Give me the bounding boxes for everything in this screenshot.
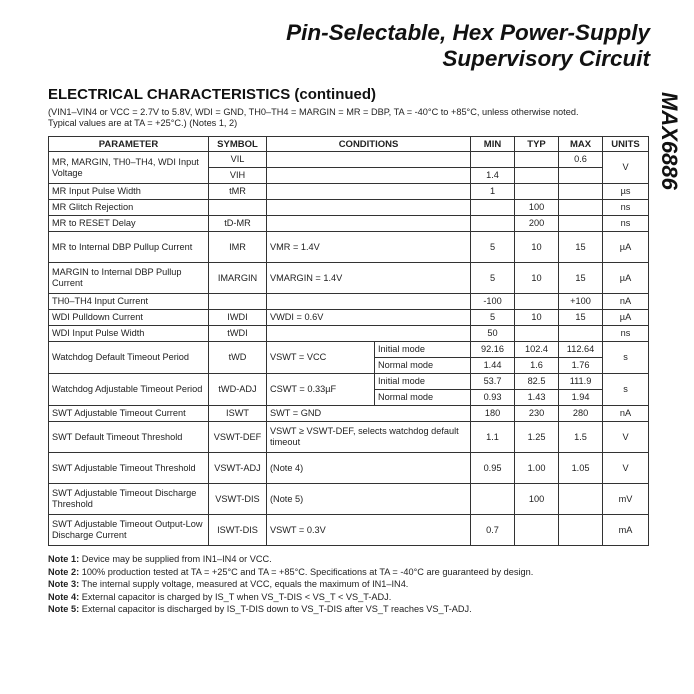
cell-conditions: VSWT ≥ VSWT-DEF, selects watchdog default timeout bbox=[267, 422, 471, 453]
cell-symbol: VIL bbox=[209, 152, 267, 168]
cell-units: µA bbox=[603, 263, 649, 294]
test-conditions-line-2: Typical values are at TA = +25°C.) (Notes 1, 2) bbox=[48, 118, 238, 128]
cell-conditions bbox=[267, 168, 471, 184]
cell-conditions bbox=[267, 152, 471, 168]
cell-typ bbox=[515, 184, 559, 200]
cell-min: 1.44 bbox=[471, 358, 515, 374]
cell-typ: 100 bbox=[515, 484, 559, 515]
cell-typ bbox=[515, 152, 559, 168]
cell-symbol: VSWT-ADJ bbox=[209, 453, 267, 484]
table-row bbox=[49, 294, 649, 310]
cell-units: µA bbox=[603, 310, 649, 326]
cell-min: 5 bbox=[471, 263, 515, 294]
cell-min bbox=[471, 200, 515, 216]
cell-typ: 1.43 bbox=[515, 390, 559, 406]
cell-conditions: VWDI = 0.6V bbox=[267, 310, 471, 326]
table-row bbox=[49, 484, 649, 515]
cell-max: 15 bbox=[559, 232, 603, 263]
cell-parameter: SWT Adjustable Timeout Discharge Threshold bbox=[49, 484, 209, 515]
cell-symbol: IMR bbox=[209, 232, 267, 263]
cell-symbol: tWD bbox=[209, 342, 267, 374]
cell-min: 5 bbox=[471, 232, 515, 263]
cell-units: s bbox=[603, 342, 649, 374]
cell-units: V bbox=[603, 422, 649, 453]
cell-typ bbox=[515, 168, 559, 184]
cell-max bbox=[559, 184, 603, 200]
cell-parameter: SWT Default Timeout Threshold bbox=[49, 422, 209, 453]
table-row bbox=[49, 152, 649, 168]
cell-conditions bbox=[267, 216, 471, 232]
cell-conditions: VMARGIN = 1.4V bbox=[267, 263, 471, 294]
col-header-parameter: PARAMETER bbox=[49, 137, 209, 152]
note-2: Note 2: 100% production tested at TA = +25°C and TA = +85°C. Specifications at TA = -40°C are guaranteed by design. bbox=[48, 566, 534, 577]
note-4: Note 4: External capacitor is charged by IS_T when VS_T-DIS < VS_T < VS_T-ADJ. bbox=[48, 591, 392, 602]
cell-max: +100 bbox=[559, 294, 603, 310]
col-header-symbol: SYMBOL bbox=[209, 137, 267, 152]
cell-min bbox=[471, 484, 515, 515]
cell-typ bbox=[515, 326, 559, 342]
cell-max bbox=[559, 200, 603, 216]
cell-symbol: tWD-ADJ bbox=[209, 374, 267, 406]
table-row bbox=[49, 326, 649, 342]
cell-conditions: VSWT = VCC bbox=[267, 342, 375, 374]
cell-typ: 230 bbox=[515, 406, 559, 422]
cell-max: 1.05 bbox=[559, 453, 603, 484]
cell-parameter: Watchdog Adjustable Timeout Period bbox=[49, 374, 209, 406]
cell-typ: 102.4 bbox=[515, 342, 559, 358]
cell-parameter: SWT Adjustable Timeout Current bbox=[49, 406, 209, 422]
cell-parameter: MARGIN to Internal DBP Pullup Current bbox=[49, 263, 209, 294]
cell-max bbox=[559, 216, 603, 232]
footnotes bbox=[48, 553, 668, 616]
document-title bbox=[286, 20, 650, 72]
cell-parameter: SWT Adjustable Timeout Output-Low Discharge Current bbox=[49, 515, 209, 546]
cell-min: 5 bbox=[471, 310, 515, 326]
cell-subcondition: Initial mode bbox=[375, 374, 471, 390]
table-row bbox=[49, 515, 649, 546]
cell-units: ns bbox=[603, 326, 649, 342]
test-conditions-line-1: (VIN1–VIN4 or VCC = 2.7V to 5.8V, WDI = GND, TH0–TH4 = MARGIN = MR = DBP, TA = -40°C to +85°C, unless otherwise noted. bbox=[48, 107, 579, 117]
title-line-2: Supervisory Circuit bbox=[442, 46, 650, 71]
part-number: MAX6886 bbox=[657, 92, 682, 190]
cell-max bbox=[559, 484, 603, 515]
cell-conditions: CSWT = 0.33µF bbox=[267, 374, 375, 406]
cell-max: 280 bbox=[559, 406, 603, 422]
col-header-typ: TYP bbox=[515, 137, 559, 152]
col-header-conditions: CONDITIONS bbox=[267, 137, 471, 152]
cell-conditions: VSWT = 0.3V bbox=[267, 515, 471, 546]
cell-units: nA bbox=[603, 294, 649, 310]
table-row bbox=[49, 232, 649, 263]
cell-max: 111.9 bbox=[559, 374, 603, 390]
cell-conditions bbox=[267, 326, 471, 342]
cell-units: ns bbox=[603, 216, 649, 232]
electrical-characteristics-table bbox=[48, 136, 649, 546]
cell-min: 180 bbox=[471, 406, 515, 422]
cell-units: ns bbox=[603, 200, 649, 216]
cell-typ: 10 bbox=[515, 310, 559, 326]
cell-units: nA bbox=[603, 406, 649, 422]
cell-symbol: ISWT-DIS bbox=[209, 515, 267, 546]
cell-parameter: MR to Internal DBP Pullup Current bbox=[49, 232, 209, 263]
section-heading: ELECTRICAL CHARACTERISTICS (continued) bbox=[48, 86, 377, 103]
cell-parameter: TH0–TH4 Input Current bbox=[49, 294, 209, 310]
note-5: Note 5: External capacitor is discharged by IS_T-DIS down to VS_T-DIS after VS_T reaches VS_T-ADJ. bbox=[48, 604, 472, 615]
table-row bbox=[49, 184, 649, 200]
cell-typ: 1.6 bbox=[515, 358, 559, 374]
cell-subcondition: Normal mode bbox=[375, 390, 471, 406]
cell-parameter: Watchdog Default Timeout Period bbox=[49, 342, 209, 374]
table-row bbox=[49, 374, 649, 390]
table-header-row bbox=[49, 137, 649, 152]
cell-parameter: MR Glitch Rejection bbox=[49, 200, 209, 216]
cell-typ: 100 bbox=[515, 200, 559, 216]
cell-units: µA bbox=[603, 232, 649, 263]
table-row bbox=[49, 406, 649, 422]
cell-parameter: MR to RESET Delay bbox=[49, 216, 209, 232]
cell-min: 1 bbox=[471, 184, 515, 200]
table-row bbox=[49, 453, 649, 484]
cell-conditions: VMR = 1.4V bbox=[267, 232, 471, 263]
cell-symbol: ISWT bbox=[209, 406, 267, 422]
cell-min: 92.16 bbox=[471, 342, 515, 358]
cell-symbol: tWDI bbox=[209, 326, 267, 342]
cell-max: 1.94 bbox=[559, 390, 603, 406]
cell-parameter: WDI Input Pulse Width bbox=[49, 326, 209, 342]
cell-symbol: VSWT-DEF bbox=[209, 422, 267, 453]
cell-min: 1.1 bbox=[471, 422, 515, 453]
table-row bbox=[49, 342, 649, 358]
cell-symbol: tMR bbox=[209, 184, 267, 200]
cell-max bbox=[559, 168, 603, 184]
table-row bbox=[49, 216, 649, 232]
table-row bbox=[49, 263, 649, 294]
cell-symbol bbox=[209, 294, 267, 310]
cell-max: 112.64 bbox=[559, 342, 603, 358]
cell-max bbox=[559, 515, 603, 546]
cell-units: V bbox=[603, 152, 649, 184]
cell-typ: 200 bbox=[515, 216, 559, 232]
cell-symbol bbox=[209, 200, 267, 216]
cell-max: 1.76 bbox=[559, 358, 603, 374]
cell-conditions: (Note 4) bbox=[267, 453, 471, 484]
table-row bbox=[49, 422, 649, 453]
cell-parameter: MR Input Pulse Width bbox=[49, 184, 209, 200]
test-conditions bbox=[48, 107, 658, 129]
cell-conditions bbox=[267, 294, 471, 310]
note-3: Note 3: The internal supply voltage, measured at VCC, equals the maximum of IN1–IN4. bbox=[48, 579, 409, 590]
cell-min: -100 bbox=[471, 294, 515, 310]
cell-typ: 1.25 bbox=[515, 422, 559, 453]
cell-symbol: tD-MR bbox=[209, 216, 267, 232]
cell-parameter: SWT Adjustable Timeout Threshold bbox=[49, 453, 209, 484]
cell-min: 53.7 bbox=[471, 374, 515, 390]
cell-min bbox=[471, 216, 515, 232]
title-line-1: Pin-Selectable, Hex Power-Supply bbox=[286, 20, 650, 45]
cell-typ bbox=[515, 515, 559, 546]
cell-subcondition: Initial mode bbox=[375, 342, 471, 358]
cell-units: s bbox=[603, 374, 649, 406]
cell-min bbox=[471, 152, 515, 168]
col-header-min: MIN bbox=[471, 137, 515, 152]
cell-min: 0.95 bbox=[471, 453, 515, 484]
cell-conditions bbox=[267, 200, 471, 216]
col-header-max: MAX bbox=[559, 137, 603, 152]
cell-max: 15 bbox=[559, 263, 603, 294]
cell-typ: 10 bbox=[515, 263, 559, 294]
cell-parameter: MR, MARGIN, TH0–TH4, WDI Input Voltage bbox=[49, 152, 209, 184]
col-header-units: UNITS bbox=[603, 137, 649, 152]
cell-typ: 1.00 bbox=[515, 453, 559, 484]
cell-symbol: VSWT-DIS bbox=[209, 484, 267, 515]
cell-min: 50 bbox=[471, 326, 515, 342]
part-number-vertical bbox=[656, 92, 684, 222]
cell-parameter: WDI Pulldown Current bbox=[49, 310, 209, 326]
cell-min: 1.4 bbox=[471, 168, 515, 184]
cell-symbol: VIH bbox=[209, 168, 267, 184]
cell-min: 0.93 bbox=[471, 390, 515, 406]
note-1: Note 1: Device may be supplied from IN1–IN4 or VCC. bbox=[48, 554, 272, 564]
cell-typ bbox=[515, 294, 559, 310]
cell-typ: 10 bbox=[515, 232, 559, 263]
cell-subcondition: Normal mode bbox=[375, 358, 471, 374]
cell-units: mA bbox=[603, 515, 649, 546]
cell-conditions: SWT = GND bbox=[267, 406, 471, 422]
table-row bbox=[49, 310, 649, 326]
cell-typ: 82.5 bbox=[515, 374, 559, 390]
cell-max: 0.6 bbox=[559, 152, 603, 168]
cell-units: mV bbox=[603, 484, 649, 515]
cell-max: 15 bbox=[559, 310, 603, 326]
cell-symbol: IWDI bbox=[209, 310, 267, 326]
table-row bbox=[49, 200, 649, 216]
cell-units: V bbox=[603, 453, 649, 484]
cell-symbol: IMARGIN bbox=[209, 263, 267, 294]
cell-min: 0.7 bbox=[471, 515, 515, 546]
cell-conditions bbox=[267, 184, 471, 200]
cell-max bbox=[559, 326, 603, 342]
cell-units: µs bbox=[603, 184, 649, 200]
cell-max: 1.5 bbox=[559, 422, 603, 453]
cell-conditions: (Note 5) bbox=[267, 484, 471, 515]
